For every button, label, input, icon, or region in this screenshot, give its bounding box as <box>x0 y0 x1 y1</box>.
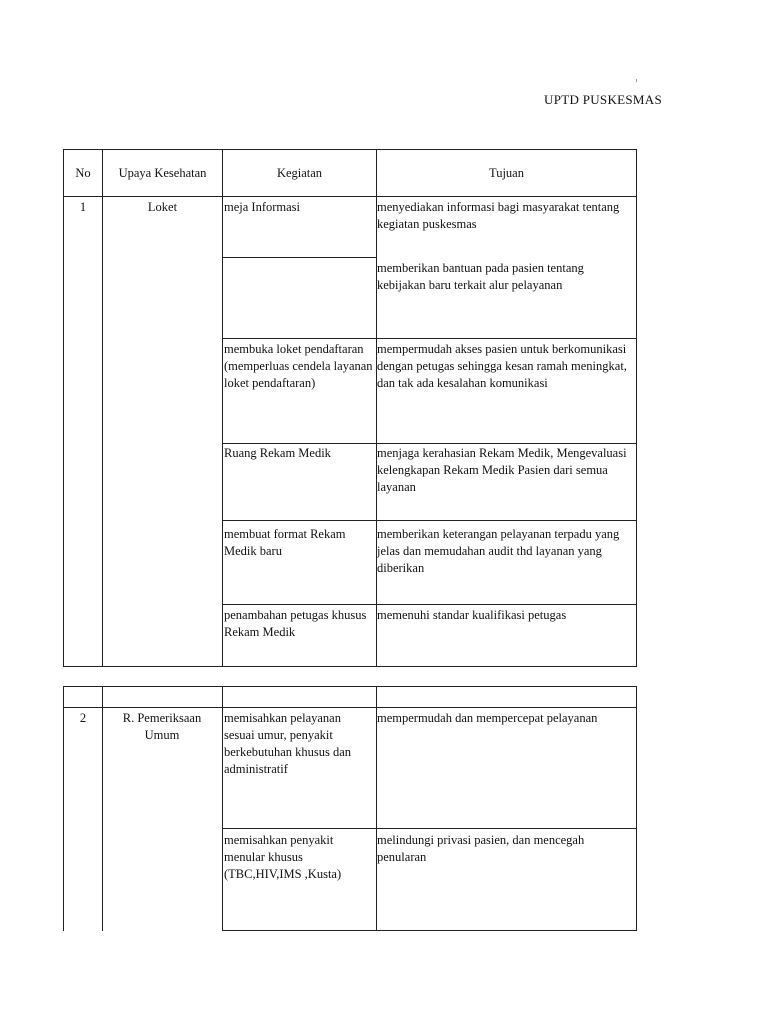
row-number: 1 <box>79 200 87 214</box>
table-rule <box>63 686 637 687</box>
table-rule <box>222 520 637 521</box>
table-rule <box>636 149 637 667</box>
table-rule <box>63 149 637 150</box>
table-rule <box>222 149 223 667</box>
upaya-kesehatan: R. Pemeriksaan Umum <box>122 711 202 742</box>
upaya-kesehatan: Loket <box>147 200 178 214</box>
tujuan-cell: memberikan keterangan pelayanan terpadu yang jelas dan memudahan audit thd layanan yang diberikan <box>377 527 620 575</box>
header-no: No <box>75 166 91 180</box>
table-rule <box>222 257 376 258</box>
tujuan-cell: mempermudah dan mempercepat pelayanan <box>377 711 598 725</box>
table-rule <box>63 149 64 667</box>
tujuan-cell: menjaga kerahasian Rekam Medik, Mengevaluasi kelengkapan Rekam Medik Pasien dari semua layanan <box>377 446 627 494</box>
tujuan-cell: melindungi privasi pasien, dan mencegah penularan <box>377 833 585 864</box>
kegiatan-cell: memisahkan penyakit menular khusus (TBC,HIV,IMS ,Kusta) <box>224 833 342 881</box>
table-rule <box>63 196 637 197</box>
table-rule <box>222 443 637 444</box>
document-title: UPTD PUSKESMAS <box>544 92 662 107</box>
kegiatan-cell: meja Informasi <box>224 200 301 214</box>
table-rule <box>222 338 637 339</box>
kegiatan-cell: membuka loket pendaftaran (memperluas cendela layanan loket pendaftaran) <box>224 342 373 390</box>
table-rule <box>63 707 637 708</box>
page-mark <box>636 79 637 82</box>
table-rule <box>222 686 223 931</box>
table-rule <box>222 828 637 829</box>
kegiatan-cell: memisahkan pelayanan sesuai umur, penyakit berkebutuhan khusus dan administratif <box>224 711 352 776</box>
header-upaya-kesehatan: Upaya Kesehatan <box>118 166 207 180</box>
header-tujuan: Tujuan <box>489 166 524 180</box>
tujuan-cell: memenuhi standar kualifikasi petugas <box>377 608 567 622</box>
table-rule <box>102 149 103 667</box>
kegiatan-cell: membuat format Rekam Medik baru <box>224 527 346 558</box>
tujuan-cell: menyediakan informasi bagi masyarakat tentang kegiatan puskesmas <box>377 200 620 231</box>
kegiatan-cell: Ruang Rekam Medik <box>224 446 331 460</box>
table-rule <box>222 930 637 931</box>
row-number: 2 <box>79 711 87 725</box>
table-rule <box>222 604 637 605</box>
header-kegiatan: Kegiatan <box>276 166 323 180</box>
table-rule <box>636 686 637 931</box>
tujuan-cell: mempermudah akses pasien untuk berkomunikasi dengan petugas sehingga kesan ramah meningkat, dan tak ada kesalahan komunikasi <box>377 342 627 390</box>
kegiatan-cell: penambahan petugas khusus Rekam Medik <box>224 608 367 639</box>
table-rule <box>102 686 103 931</box>
table-rule <box>63 666 637 667</box>
tujuan-cell: memberikan bantuan pada pasien tentang kebijakan baru terkait alur pelayanan <box>377 261 584 292</box>
